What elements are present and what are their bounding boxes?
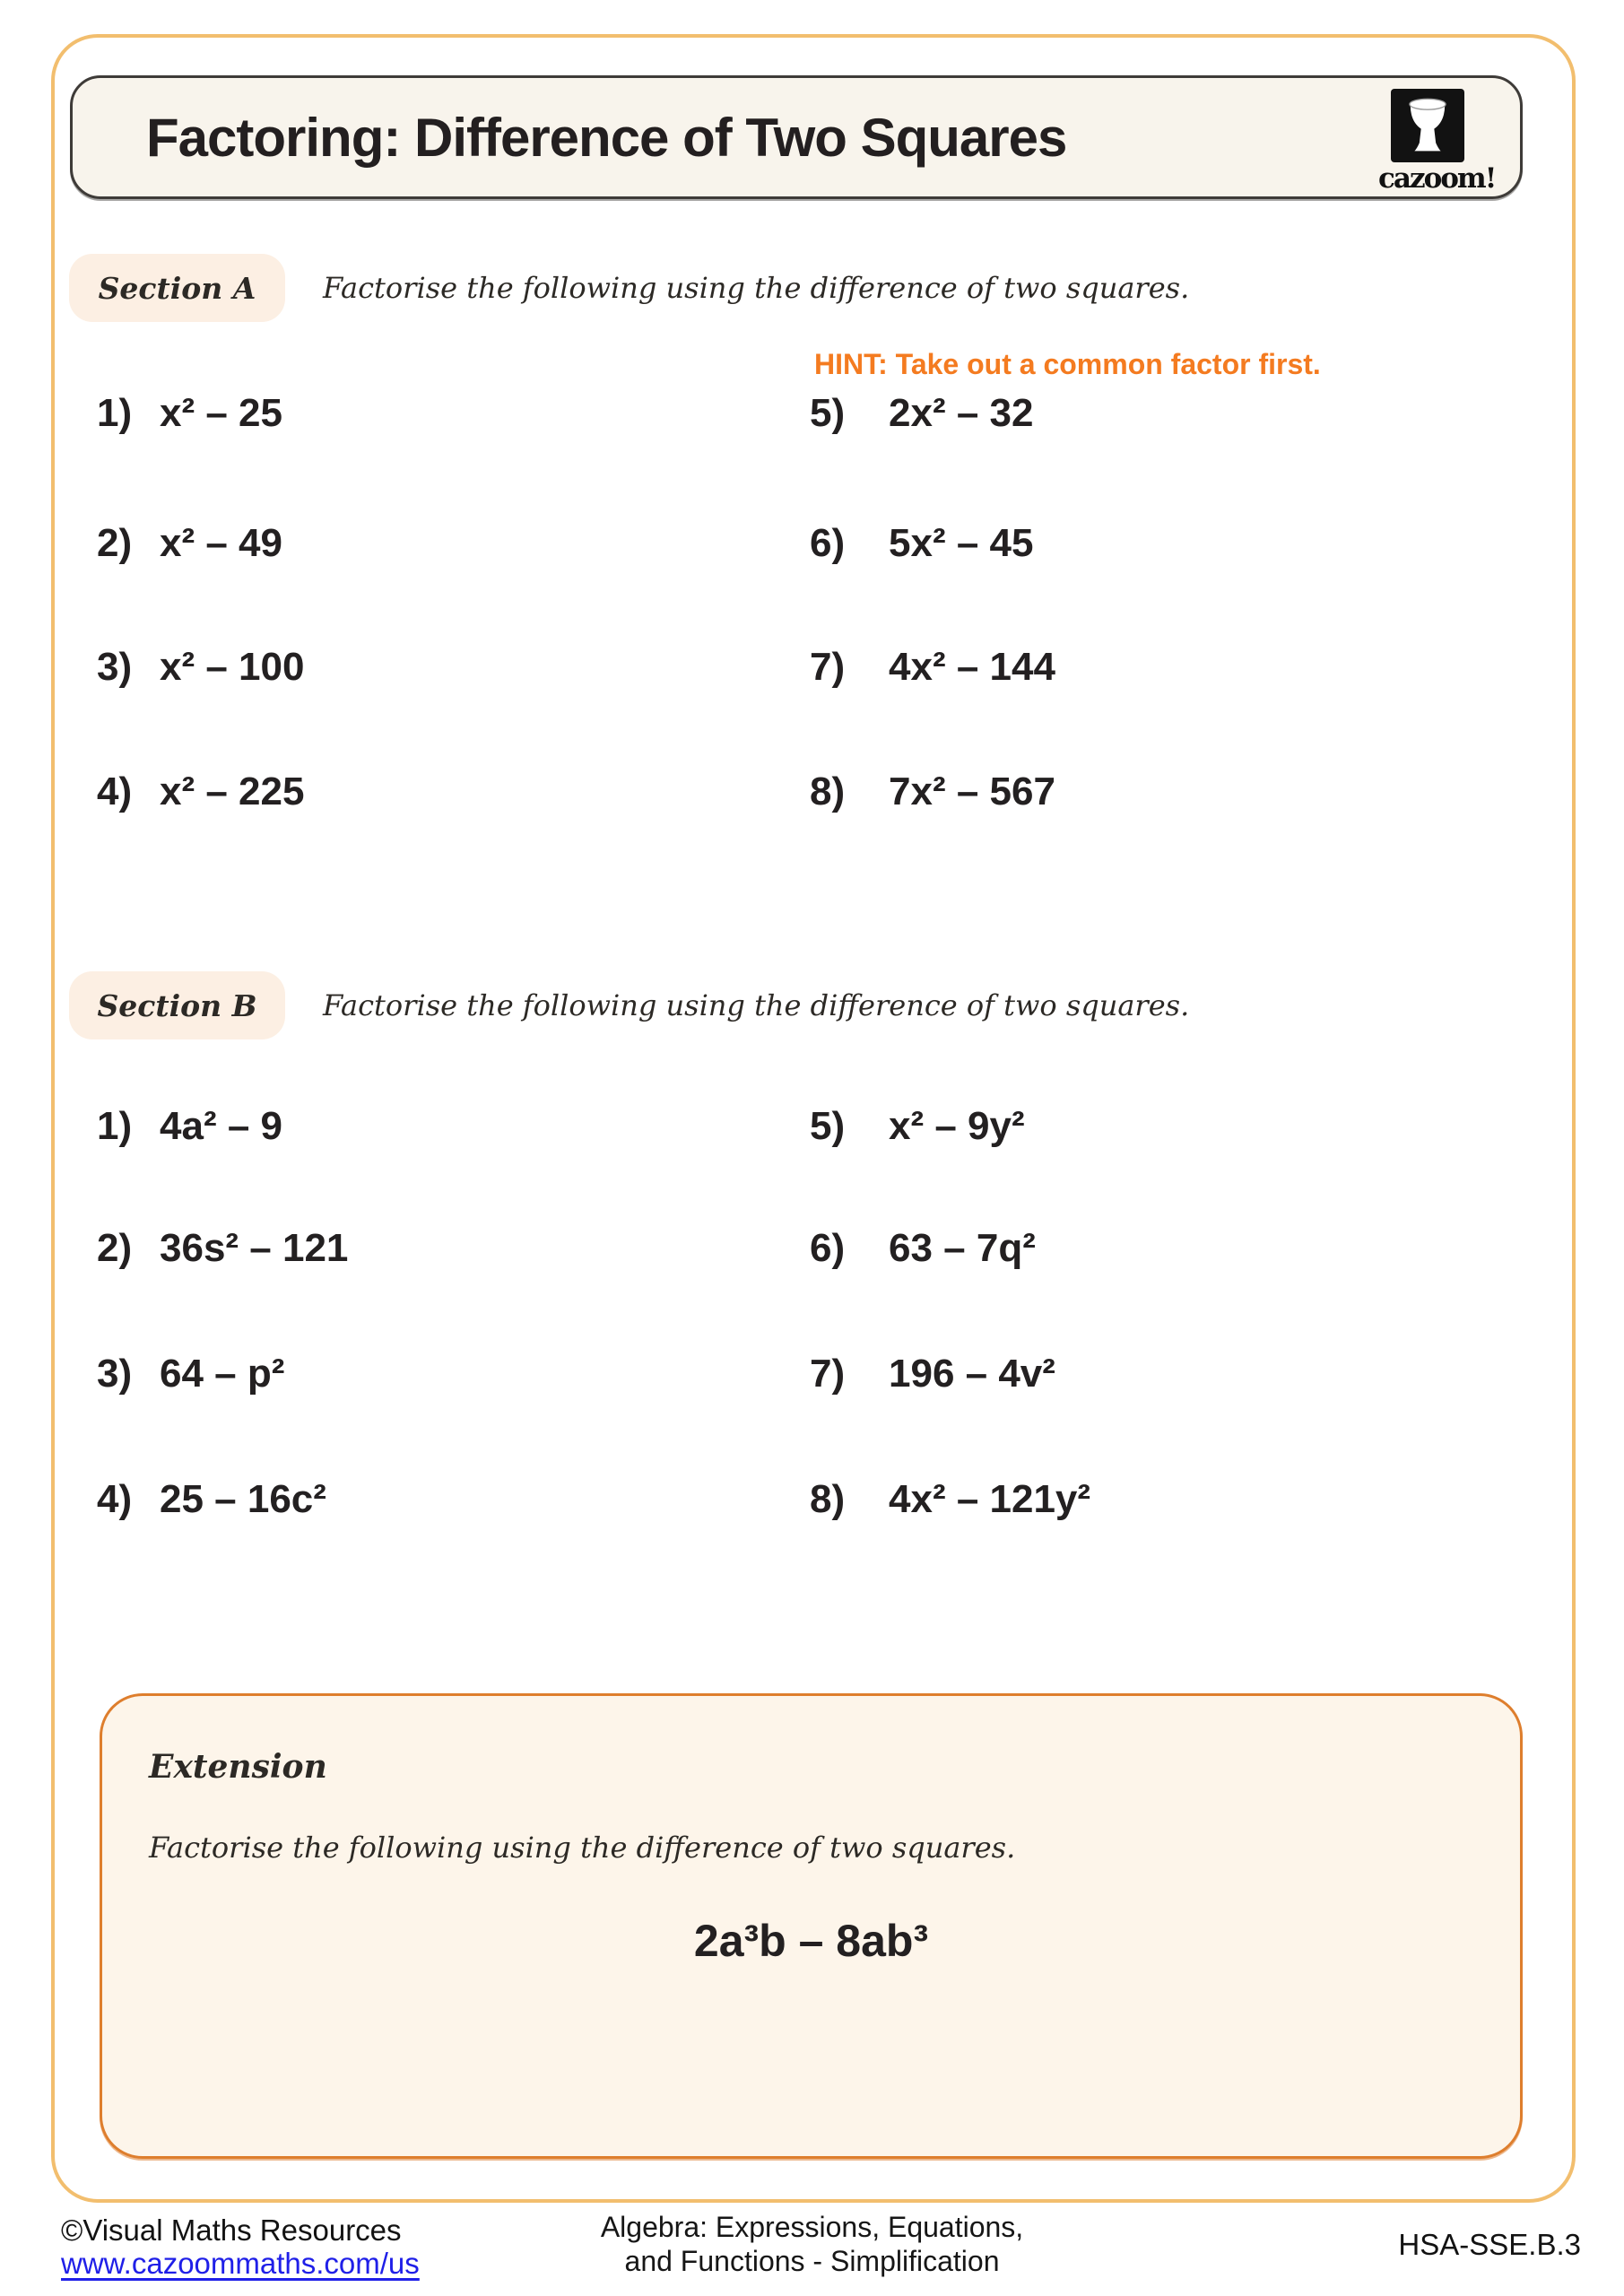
problem-b1: [97, 1104, 282, 1149]
problem-a3: [97, 645, 304, 690]
problem-a5: [810, 391, 1033, 436]
problem-b3: [97, 1352, 284, 1396]
problem-number: 3): [97, 645, 133, 689]
problem-number: 6): [810, 521, 846, 565]
problem-a8: [810, 770, 1055, 814]
problem-number: 5): [810, 391, 846, 435]
problem-a2: [97, 521, 282, 566]
problem-number: 8): [810, 770, 846, 813]
problem-number: 2): [97, 1226, 133, 1270]
problem-expression: x² – 25: [160, 391, 282, 435]
problem-b4: [97, 1477, 326, 1522]
extension-box: [100, 1693, 1523, 2159]
problem-b6: [810, 1226, 1036, 1271]
problem-number: 4): [97, 770, 133, 813]
problem-expression: 4x² – 121y²: [889, 1477, 1091, 1521]
problem-number: 2): [97, 521, 133, 565]
problem-expression: 7x² – 567: [889, 770, 1055, 813]
section-a-instruction: Factorise the following using the difference of two squares.: [323, 271, 1190, 305]
djembe-drum-icon: [1391, 89, 1464, 162]
problem-number: 1): [97, 1104, 133, 1148]
problem-number: 5): [810, 1104, 846, 1148]
problem-b8: [810, 1477, 1090, 1522]
footer-standard-code: HSA-SSE.B.3: [1398, 2228, 1581, 2261]
section-a-label: Section A: [69, 254, 285, 322]
problem-number: 7): [810, 645, 846, 689]
problem-number: 6): [810, 1226, 846, 1270]
page-title: Factoring: Difference of Two Squares: [146, 107, 1067, 168]
footer-copyright: ©Visual Maths Resources: [61, 2213, 402, 2247]
problem-expression: 64 – p²: [160, 1352, 285, 1396]
problem-a6: [810, 521, 1033, 566]
problem-b5: [810, 1104, 1025, 1149]
brand-wordmark: cazoom!: [1378, 162, 1496, 195]
problem-expression: x² – 225: [160, 770, 305, 813]
problem-expression: 196 – 4v²: [889, 1352, 1055, 1396]
problem-expression: 63 – 7q²: [889, 1226, 1036, 1270]
problem-b7: [810, 1352, 1055, 1396]
problem-expression: 4x² – 144: [889, 645, 1055, 689]
problem-expression: 4a² – 9: [160, 1104, 282, 1148]
problem-a7: [810, 645, 1055, 690]
extension-label: Extension: [149, 1748, 327, 1786]
extension-problem: 2a³b – 8ab³: [693, 1916, 929, 1966]
problem-expression: x² – 100: [160, 645, 305, 689]
problem-number: 8): [810, 1477, 846, 1521]
footer-website-link[interactable]: www.cazoommaths.com/us: [61, 2247, 420, 2280]
section-b-label: Section B: [69, 971, 285, 1039]
footer-category-line1: Algebra: Expressions, Equations,: [600, 2211, 1024, 2243]
footer-category-line2: and Functions - Simplification: [624, 2245, 1000, 2277]
problem-a1: [97, 391, 282, 436]
problem-expression: 25 – 16c²: [160, 1477, 326, 1521]
problem-expression: x² – 49: [160, 521, 282, 565]
djembe-drum-graphic: [1402, 97, 1454, 154]
section-a-hint: HINT: Take out a common factor first.: [814, 348, 1321, 380]
header: [70, 75, 1523, 199]
problem-expression: 36s² – 121: [160, 1226, 349, 1270]
problem-number: 7): [810, 1352, 846, 1396]
problem-b2: [97, 1226, 348, 1271]
brand-logo: [1378, 89, 1496, 195]
problem-expression: 2x² – 32: [889, 391, 1034, 435]
footer-category: [0, 2210, 1624, 2278]
section-b-instruction: Factorise the following using the difference of two squares.: [323, 988, 1190, 1022]
problem-number: 3): [97, 1352, 133, 1396]
extension-instruction: Factorise the following using the difference of two squares.: [149, 1831, 1016, 1865]
problem-number: 1): [97, 391, 133, 435]
problem-expression: x² – 9y²: [889, 1104, 1025, 1148]
problem-a4: [97, 770, 304, 814]
problem-number: 4): [97, 1477, 133, 1521]
problem-expression: 5x² – 45: [889, 521, 1034, 565]
